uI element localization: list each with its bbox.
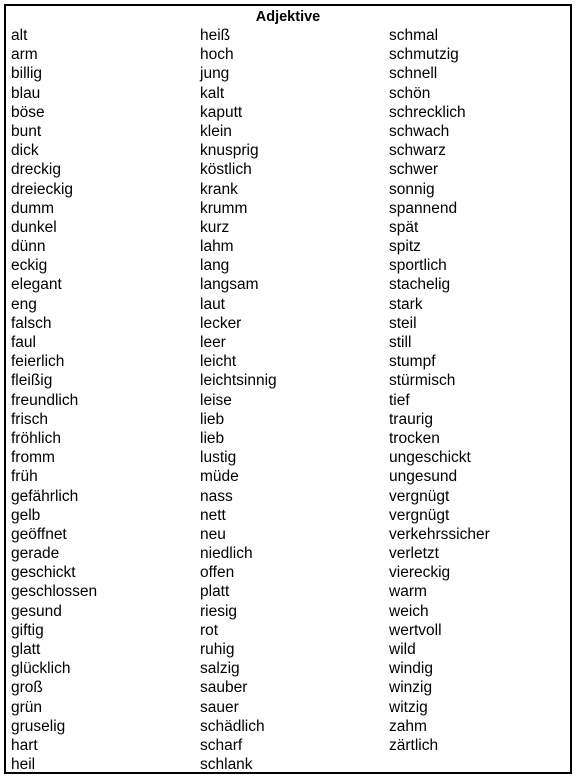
word-item: verkehrssicher xyxy=(389,525,490,543)
word-item: arm xyxy=(11,46,38,64)
word-item: schmutzig xyxy=(389,46,459,64)
word-item: zahm xyxy=(389,717,427,735)
word-item: viereckig xyxy=(389,564,451,582)
word-item: leer xyxy=(200,334,226,351)
word-item: elegant xyxy=(11,276,62,294)
word-item: offen xyxy=(200,564,235,582)
word-item: heiß xyxy=(200,27,231,44)
word-column-1 xyxy=(11,26,97,774)
word-item: dumm xyxy=(11,199,55,217)
word-item: schwer xyxy=(389,161,439,179)
word-item: vergnügt xyxy=(389,506,450,524)
word-item: still xyxy=(389,334,412,351)
word-item: böse xyxy=(11,103,45,121)
word-item: billig xyxy=(11,65,43,83)
word-item: geschickt xyxy=(11,564,76,582)
word-item: kalt xyxy=(200,84,225,102)
word-item: köstlich xyxy=(200,161,252,179)
word-item: sonnig xyxy=(389,180,435,198)
word-item: gelb xyxy=(11,506,41,524)
word-item: tief xyxy=(389,391,410,409)
word-item: schmal xyxy=(389,27,439,44)
word-item: leicht xyxy=(200,353,237,371)
word-item: grün xyxy=(11,698,43,716)
word-item: früh xyxy=(11,468,38,486)
word-item: eckig xyxy=(11,257,48,275)
word-item: schädlich xyxy=(200,717,265,735)
word-item: geöffnet xyxy=(11,525,67,543)
word-item: lieb xyxy=(200,410,225,428)
word-item: glücklich xyxy=(11,660,71,678)
word-item: feierlich xyxy=(11,353,65,371)
word-item: steil xyxy=(389,314,417,332)
word-item: verletzt xyxy=(389,545,439,563)
word-item: traurig xyxy=(389,410,433,428)
word-item: jung xyxy=(200,65,230,83)
word-item: stachelig xyxy=(389,276,451,294)
word-item: alt xyxy=(11,27,28,44)
word-item: sauer xyxy=(200,698,239,716)
word-item: stark xyxy=(389,295,423,313)
word-item: spannend xyxy=(389,199,458,217)
word-item: sportlich xyxy=(389,257,447,275)
word-item: hoch xyxy=(200,46,234,64)
word-item: blau xyxy=(11,84,41,102)
word-item: dreckig xyxy=(11,161,61,179)
word-item: falsch xyxy=(11,314,52,332)
word-item: müde xyxy=(200,468,239,486)
word-item: gruselig xyxy=(11,717,66,735)
word-item: heil xyxy=(11,756,36,774)
word-item: leise xyxy=(200,391,232,409)
word-item: leichtsinnig xyxy=(200,372,277,390)
word-item: gesund xyxy=(11,602,62,620)
word-item: langsam xyxy=(200,276,259,294)
word-item: schrecklich xyxy=(389,103,466,121)
word-item: giftig xyxy=(11,621,44,639)
word-item: stumpf xyxy=(389,353,436,371)
word-item: eng xyxy=(11,295,37,313)
word-item: klein xyxy=(200,122,232,140)
word-item: ungesund xyxy=(389,468,458,486)
word-item: lahm xyxy=(200,238,234,256)
word-item: wild xyxy=(389,641,416,658)
word-item: vergnügt xyxy=(389,487,450,505)
word-item: dunkel xyxy=(11,218,57,236)
word-item: scharf xyxy=(200,736,243,754)
word-item: nass xyxy=(200,487,233,505)
word-item: stürmisch xyxy=(389,372,456,390)
word-item: schön xyxy=(389,84,431,102)
word-item: riesig xyxy=(200,602,238,620)
word-item: lustig xyxy=(200,449,237,467)
word-item: groß xyxy=(11,679,43,697)
word-item: fromm xyxy=(11,449,55,467)
word-item: hart xyxy=(11,736,38,754)
word-item: sauber xyxy=(200,679,248,697)
word-item: geschlossen xyxy=(11,583,98,601)
word-item: zärtlich xyxy=(389,736,439,754)
word-item: dick xyxy=(11,142,39,160)
word-item: kurz xyxy=(200,218,230,236)
word-item: schnell xyxy=(389,65,438,83)
word-item: ungeschickt xyxy=(389,449,471,467)
word-item: gerade xyxy=(11,545,60,563)
word-item: ruhig xyxy=(200,641,235,658)
page-title: Adjektive xyxy=(255,9,321,25)
word-item: wertvoll xyxy=(389,621,442,639)
word-item: schlank xyxy=(200,756,253,774)
word-item: trocken xyxy=(389,429,440,447)
word-item: dünn xyxy=(11,238,46,256)
word-item: frisch xyxy=(11,410,49,428)
word-item: spitz xyxy=(389,238,421,256)
word-item: schwarz xyxy=(389,142,446,160)
word-item: kaputt xyxy=(200,103,243,121)
word-item: warm xyxy=(389,583,427,601)
word-column-2 xyxy=(200,26,277,774)
word-item: windig xyxy=(389,660,433,678)
word-item: salzig xyxy=(200,660,240,678)
word-item: freundlich xyxy=(11,391,79,409)
word-item: weich xyxy=(389,602,429,620)
word-item: lang xyxy=(200,257,230,275)
word-item: spät xyxy=(389,218,419,236)
word-column-3 xyxy=(389,26,490,755)
word-item: krank xyxy=(200,180,238,198)
word-item: fröhlich xyxy=(11,429,61,447)
word-item: krumm xyxy=(200,199,248,217)
word-item: fleißig xyxy=(11,372,53,390)
word-item: winzig xyxy=(389,679,433,697)
word-item: platt xyxy=(200,583,230,601)
word-item: schwach xyxy=(389,122,450,140)
word-list-sheet xyxy=(4,4,572,774)
word-item: bunt xyxy=(11,122,42,140)
word-item: witzig xyxy=(389,698,428,716)
word-item: knusprig xyxy=(200,142,259,160)
word-item: nett xyxy=(200,506,226,524)
word-item: gefährlich xyxy=(11,487,79,505)
word-item: dreieckig xyxy=(11,180,74,198)
word-item: glatt xyxy=(11,641,41,658)
word-item: lieb xyxy=(200,429,225,447)
word-item: neu xyxy=(200,525,226,543)
word-item: lecker xyxy=(200,314,242,332)
word-item: faul xyxy=(11,334,36,351)
word-item: niedlich xyxy=(200,545,253,563)
word-item: laut xyxy=(200,295,225,313)
word-item: rot xyxy=(200,621,219,639)
